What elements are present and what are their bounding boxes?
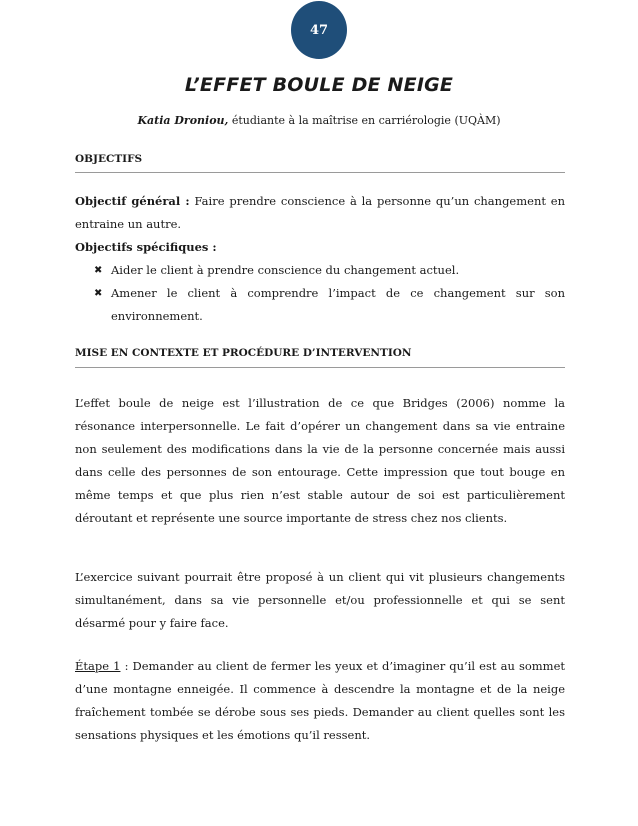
context-paragraph-1: L’effet boule de neige est l’illustration de ce que Bridges (2006) nomme la résonance interpersonnelle. Le fait d’opérer un changement dans sa vie entraine non seulement des modifications dans la vie de la personne concernée mais aussi dans celle des personnes de son entourage. Cette impression que tout bouge en même temps et que plus rien n’est stable autour de soi est particulièrement déroutant et représente une source importante de stress chez nos clients. (75, 396, 565, 525)
etape-1-label: Étape 1 (75, 659, 121, 673)
list-item-text: Amener le client à comprendre l’impact de ce changement sur son environnement. (111, 286, 565, 323)
objectifs-specifiques-list (75, 259, 565, 328)
list-item-text: Aider le client à prendre conscience du changement actuel. (111, 263, 460, 277)
list-item (75, 282, 565, 328)
list-item (75, 259, 565, 282)
objectif-general-text: Faire prendre conscience à la personne qu’un changement en entraine un autre. (75, 194, 565, 231)
x-mark-icon: ✖ (94, 288, 103, 299)
mise-en-contexte-heading: MISE EN CONTEXTE ET PROCÉDURE D’INTERVENTION (75, 347, 412, 359)
author-name: Katia Droniou, (137, 114, 229, 127)
author-line (0, 114, 638, 127)
x-mark-icon: ✖ (94, 265, 103, 276)
etape-1 (75, 655, 565, 747)
etape-1-text: : Demander au client de fermer les yeux et d’imaginer qu’il est au sommet d’une montagne enneigée. Il commence à descendre la montagne et de la neige fraîchement tombée se dérobe sous ses pieds. Demander au client quelles sont les sensations physiques et les émotions qu’il ressent. (75, 659, 566, 742)
objectifs-heading: OBJECTIFS (75, 153, 143, 165)
section-divider (75, 172, 565, 173)
document-title: L’EFFET BOULE DE NEIGE (184, 74, 454, 96)
objectif-general-label: Objectif général : (75, 194, 190, 208)
context-paragraph-2: L’exercice suivant pourrait être proposé à un client qui vit plusieurs changements simultanément, dans sa vie personnelle et/ou professionnelle et qui se sent désarmé pour y faire face. (75, 570, 565, 630)
author-affiliation: étudiante à la maîtrise en carriérologie (UQÀM) (231, 114, 501, 127)
section-divider (75, 367, 565, 368)
page-number-badge (291, 1, 347, 59)
objectifs-specifiques-label: Objectifs spécifiques : (75, 240, 217, 254)
objectif-general (75, 190, 565, 236)
page-number: 47 (309, 22, 329, 38)
